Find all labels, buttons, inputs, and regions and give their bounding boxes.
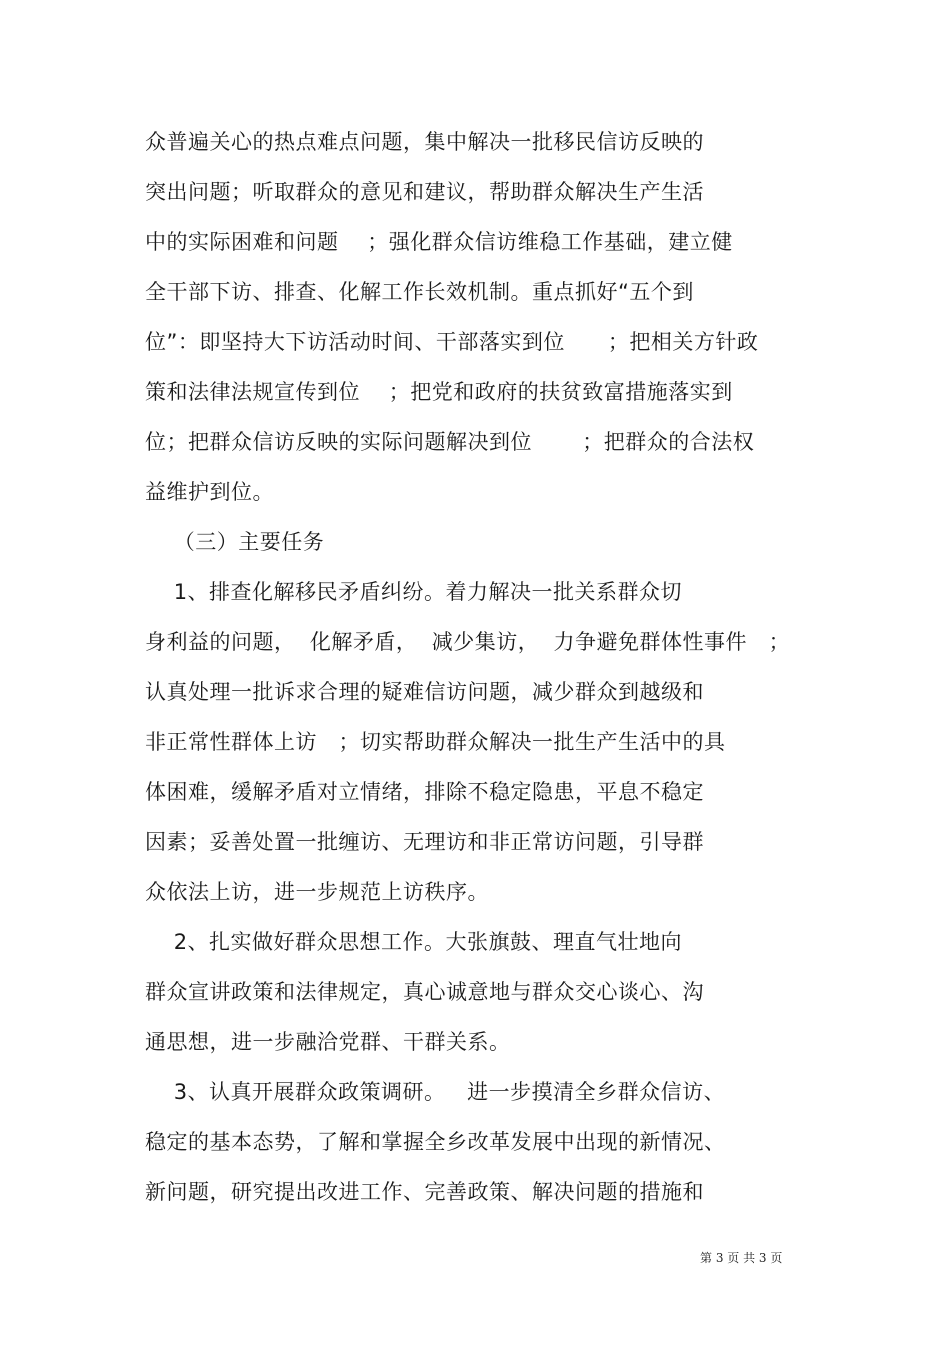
text-line: 认真处理一批诉求合理的疑难信访问题，减少群众到越级和 (145, 680, 704, 704)
text-line: 新问题，研究提出改进工作、完善政策、解决问题的措施和 (145, 1180, 704, 1204)
text-line: 稳定的基本态势，了解和掌握全乡改革发展中出现的新情况、 (145, 1130, 726, 1154)
page-footer: 第 3 页 共 3 页 (700, 1251, 783, 1265)
text-line: 众普遍关心的热点难点问题，集中解决一批移民信访反映的 (145, 130, 704, 154)
text-line: 益维护到位。 (145, 480, 274, 504)
text-line: 2、扎实做好群众思想工作。大张旗鼓、理直气壮地向 (145, 930, 683, 954)
text-line: 身利益的问题， 化解矛盾， 减少集访， 力争避免群体性事件 ； (145, 630, 791, 654)
text-line: 群众宣讲政策和法律规定，真心诚意地与群众交心谈心、沟 (145, 980, 704, 1004)
text-line: 3、认真开展群众政策调研。 进一步摸清全乡群众信访、 (145, 1080, 726, 1104)
text-line: 因素；妥善处置一批缠访、无理访和非正常访问题，引导群 (145, 830, 704, 854)
text-line: （三）主要任务 (145, 530, 325, 554)
text-line: 通思想，进一步融洽党群、干群关系。 (145, 1030, 511, 1054)
text-line: 非正常性群体上访 ；切实帮助群众解决一批生产生活中的具 (145, 730, 726, 754)
text-line: 突出问题；听取群众的意见和建议，帮助群众解决生产生活 (145, 180, 704, 204)
text-line: 众依法上访，进一步规范上访秩序。 (145, 880, 489, 904)
text-line: 位；把群众信访反映的实际问题解决到位 ；把群众的合法权 (145, 430, 755, 454)
text-line: 1、排查化解移民矛盾纠纷。着力解决一批关系群众切 (145, 580, 683, 604)
text-line: 位”：即坚持大下访活动时间、干部落实到位 ；把相关方针政 (145, 330, 759, 354)
text-line: 全干部下访、排查、化解工作长效机制。重点抓好“五个到 (145, 280, 694, 304)
text-line: 策和法律法规宣传到位 ；把党和政府的扶贫致富措施落实到 (145, 380, 733, 404)
text-line: 中的实际困难和问题 ；强化群众信访维稳工作基础，建立健 (145, 230, 733, 254)
text-line: 体困难，缓解矛盾对立情绪，排除不稳定隐患，平息不稳定 (145, 780, 704, 804)
